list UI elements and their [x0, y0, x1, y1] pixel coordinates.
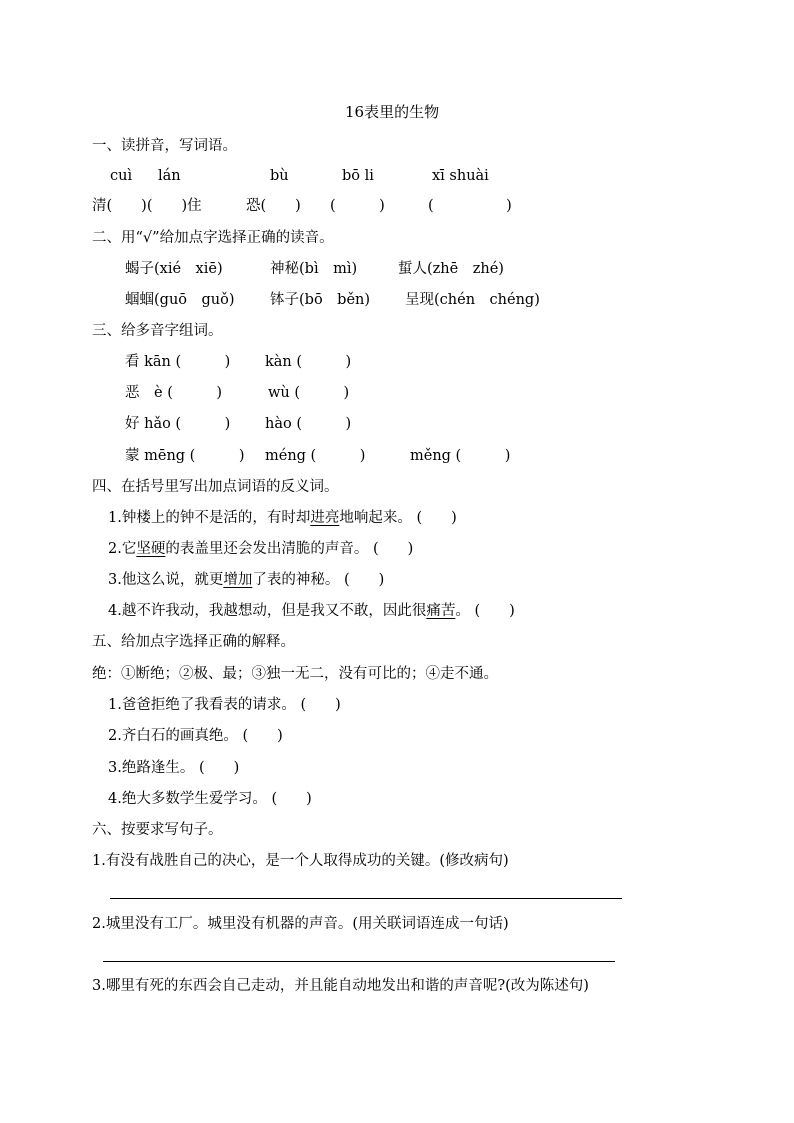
pinyin-lan: lán: [158, 168, 181, 184]
marked-word: 增加: [223, 572, 253, 588]
answer-line-2[interactable]: [103, 961, 615, 962]
reading-xiezi[interactable]: 蝎子(xié xiē): [125, 261, 223, 277]
pinyin-xishuai: xī shuài: [432, 168, 489, 184]
answer-line-1[interactable]: [110, 898, 622, 899]
polyphone-kan-1[interactable]: 看 kān ( ): [125, 354, 231, 370]
reading-zheren[interactable]: 蜇人(zhē zhé): [398, 261, 504, 277]
reading-guoguo[interactable]: 蝈蝈(guō guǒ): [125, 292, 235, 308]
reading-bozi[interactable]: 钵子(bō běn): [270, 292, 371, 308]
polyphone-kan-2[interactable]: kàn ( ): [265, 354, 352, 370]
sentence-item-1: 1.有没有战胜自己的决心，是一个人取得成功的关键。(修改病句): [92, 853, 509, 869]
antonym-item-4[interactable]: 4.越不许我动，我越想动，但是我又不敢，因此很痛苦。 ( ): [108, 603, 515, 619]
meaning-item-4[interactable]: 4.绝大多数学生爱学习。 ( ): [108, 791, 312, 807]
polyphone-e-1[interactable]: 恶 è ( ): [125, 385, 223, 401]
page-title: 16表里的生物: [345, 103, 440, 121]
section-4-heading: 四、在括号里写出加点词语的反义词。: [92, 479, 339, 495]
reading-shenmi[interactable]: 神秘(bì mì): [270, 261, 358, 277]
polyphone-e-2[interactable]: wù ( ): [268, 385, 350, 401]
reading-chengxian[interactable]: 呈现(chén chéng): [405, 292, 540, 308]
meaning-item-2[interactable]: 2.齐白石的画真绝。 ( ): [108, 728, 283, 744]
marked-word: 坚硬: [136, 541, 166, 557]
polyphone-hao-1[interactable]: 好 hǎo ( ): [125, 416, 231, 432]
pinyin-bu: bù: [270, 168, 289, 184]
polyphone-meng-2[interactable]: méng ( ): [265, 448, 366, 464]
section-2-heading: 二、用“√”给加点字选择正确的读音。: [92, 230, 334, 246]
fill-kong[interactable]: 恐( ): [246, 198, 301, 214]
meaning-item-3[interactable]: 3.绝路逢生。 ( ): [108, 760, 240, 776]
polyphone-meng-1[interactable]: 蒙 mēng ( ): [125, 448, 245, 464]
fill-qing-zhu[interactable]: 清( )( )住: [92, 198, 202, 214]
antonym-item-1[interactable]: 1.钟楼上的钟不是活的，有时却进亮地响起来。 ( ): [108, 510, 457, 526]
meaning-item-1[interactable]: 1.爸爸拒绝了我看表的请求。 ( ): [108, 697, 341, 713]
section-6-heading: 六、按要求写句子。: [92, 822, 223, 838]
pinyin-boli: bō li: [342, 168, 374, 184]
sentence-item-2: 2.城里没有工厂。城里没有机器的声音。(用关联词语连成一句话): [92, 916, 509, 932]
fill-boli[interactable]: ( ): [330, 198, 385, 214]
sentence-item-3: 3.哪里有死的东西会自己走动，并且能自动地发出和谐的声音呢?(改为陈述句): [92, 978, 589, 994]
section-3-heading: 三、给多音字组词。: [92, 323, 223, 339]
polyphone-hao-2[interactable]: hào ( ): [265, 416, 352, 432]
section-1-heading: 一、读拼音，写词语。: [92, 138, 237, 154]
marked-word: 进亮: [310, 510, 340, 526]
marked-word: 痛苦: [426, 603, 456, 619]
antonym-item-3[interactable]: 3.他这么说，就更增加了表的神秘。 ( ): [108, 572, 385, 588]
antonym-item-2[interactable]: 2.它坚硬的表盖里还会发出清脆的声音。 ( ): [108, 541, 414, 557]
pinyin-cui: cuì: [110, 168, 133, 184]
definition-jue: 绝：①断绝；②极、最；③独一无二，没有可比的；④走不通。: [92, 666, 498, 682]
fill-xishuai[interactable]: ( ): [428, 198, 512, 214]
polyphone-meng-3[interactable]: měng ( ): [410, 448, 511, 464]
section-5-heading: 五、给加点字选择正确的解释。: [92, 634, 295, 650]
